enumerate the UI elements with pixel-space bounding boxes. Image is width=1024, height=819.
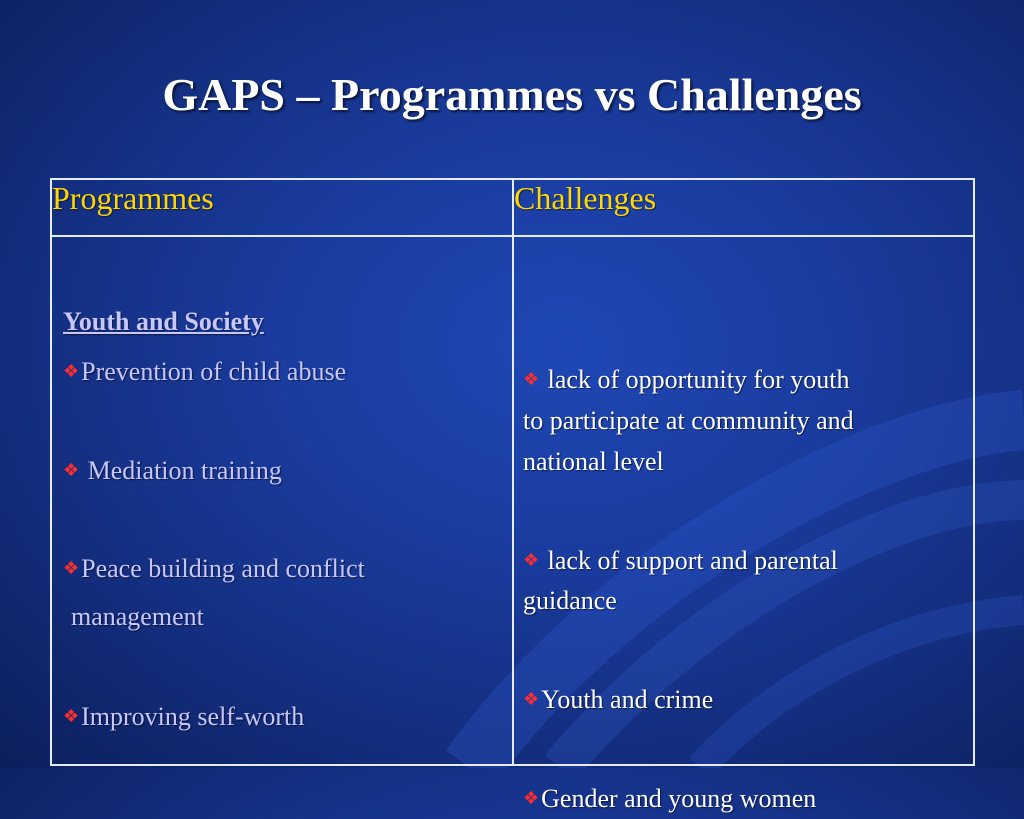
diamond-bullet-icon: ❖: [63, 706, 80, 726]
programme-item-continuation: management: [71, 602, 204, 631]
programme-item: ❖Peace building and conflict: [63, 548, 365, 589]
slide-title: GAPS – Programmes vs Challenges: [162, 69, 862, 120]
challenge-item: ❖Youth and crime: [523, 679, 713, 720]
challenge-item: ❖ lack of opportunity for youth: [523, 359, 849, 400]
programme-item: ❖Prevention of child abuse: [63, 351, 346, 392]
programmes-header: Programmes: [51, 179, 513, 236]
youth-and-society-subheading: Youth and Society: [63, 307, 264, 336]
diamond-bullet-icon: ❖: [63, 460, 80, 480]
diamond-bullet-icon: ❖: [63, 558, 80, 578]
challenges-header: Challenges: [513, 179, 974, 236]
diamond-bullet-icon: ❖: [523, 689, 540, 709]
table-body-row: [51, 236, 974, 765]
gaps-table: [50, 178, 975, 813]
diamond-bullet-icon: ❖: [523, 788, 540, 808]
programme-item: ❖ Mediation training: [63, 450, 282, 491]
programme-item: ❖Improving self-worth: [63, 696, 304, 737]
challenge-item-continuation: to participate at community and: [523, 406, 854, 435]
challenge-item-continuation: guidance: [523, 586, 617, 615]
challenge-item-continuation: national level: [523, 447, 664, 476]
challenges-cell: [513, 236, 974, 813]
programmes-cell: [51, 236, 513, 765]
diamond-bullet-icon: ❖: [523, 369, 540, 389]
diamond-bullet-icon: ❖: [63, 361, 80, 381]
table-header-row: [51, 179, 974, 236]
challenge-item: ❖ lack of support and parental: [523, 540, 838, 581]
diamond-bullet-icon: ❖: [523, 550, 540, 570]
challenge-item: ❖Gender and young women: [523, 778, 816, 819]
